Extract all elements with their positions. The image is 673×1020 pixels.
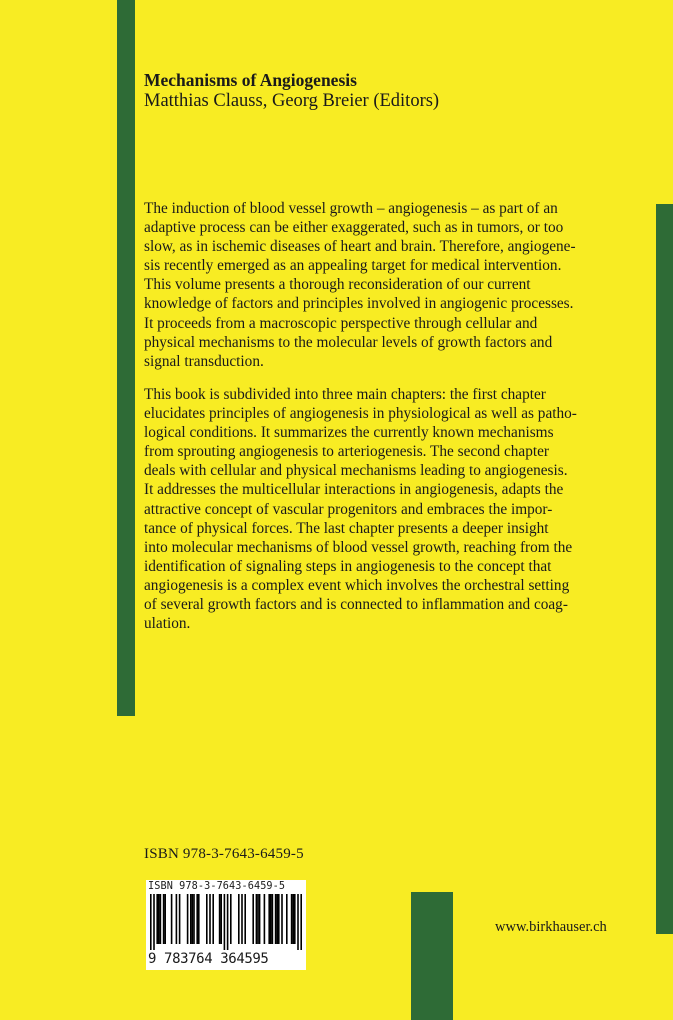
- text-line: physical mechanisms to the molecular levels of growth factors and: [144, 333, 553, 351]
- text-line: attractive concept of vascular progenitors and embraces the impor-: [144, 500, 553, 518]
- barcode-bar: [179, 894, 181, 944]
- text-line: slow, as in ischemic diseases of heart and brain. Therefore, angiogene-: [144, 238, 576, 256]
- barcode-isbn-text: ISBN 978-3-7643-6459-5: [148, 881, 286, 892]
- barcode-bar: [198, 894, 200, 944]
- barcode-bar: [259, 894, 261, 944]
- text-line: The induction of blood vessel growth – angiogenesis – as part of an: [144, 200, 558, 217]
- text-line: ulation.: [144, 615, 191, 633]
- barcode-bar: [275, 894, 277, 944]
- barcode-bar: [300, 894, 302, 950]
- barcode-bar: [224, 894, 226, 950]
- barcode-bar: [292, 894, 294, 944]
- barcode-bar: [276, 894, 278, 944]
- barcode-bar: [278, 894, 280, 944]
- barcode-bar: [294, 894, 296, 944]
- barcode-bar: [256, 894, 258, 944]
- barcode-bar: [163, 894, 165, 944]
- barcode-bar: [187, 894, 189, 944]
- barcode-bar: [150, 894, 152, 950]
- text-line: into molecular mechanisms of blood vessel growth, reaching from the: [144, 538, 573, 556]
- barcode-bar: [219, 894, 221, 944]
- text-line: knowledge of factors and principles involved in angiogenic processes.: [144, 295, 574, 313]
- description-paragraph-2: [144, 385, 632, 633]
- barcode-bar: [241, 894, 243, 944]
- text-line: This book is subdivided into three main chapters: the first chapter: [144, 386, 546, 403]
- barcode-bar: [176, 894, 178, 944]
- barcode-bar: [220, 894, 222, 944]
- text-line: angiogenesis is a complex event which involves the orchestral setting: [144, 576, 570, 594]
- barcode-bar: [227, 894, 229, 950]
- text-line: This volume presents a thorough reconsideration of our current: [144, 276, 531, 294]
- text-line: deals with cellular and physical mechanisms leading to angiogenesis.: [144, 462, 568, 480]
- barcode-bar: [153, 894, 155, 950]
- barcode-bar: [272, 894, 274, 944]
- barcode-bar: [291, 894, 293, 944]
- book-title: Mechanisms of Angiogenesis: [144, 70, 357, 90]
- barcode-bar: [209, 894, 211, 944]
- text-line: adaptive process can be either exaggerated, such as in tumors, or too: [144, 219, 564, 237]
- barcode-bar: [156, 894, 158, 944]
- description-paragraph-1: [144, 199, 632, 371]
- barcode-bar: [230, 894, 232, 944]
- text-line: tance of physical forces. The last chapter presents a deeper insight: [144, 519, 549, 537]
- text-line: sis recently emerged as an appealing target for medical intervention.: [144, 257, 562, 275]
- barcode-bar: [286, 894, 288, 944]
- barcode-digits: 9 783764 364595: [148, 951, 269, 967]
- barcode-bar: [158, 894, 160, 944]
- text-line: of several growth factors and is connected to inflammation and coag-: [144, 596, 568, 614]
- barcode-bar: [171, 894, 173, 944]
- decorative-bar-right: [656, 204, 673, 934]
- barcode-bar: [238, 894, 240, 944]
- barcode-bar: [270, 894, 272, 944]
- barcode-bar: [196, 894, 198, 944]
- barcode-bar: [244, 894, 246, 944]
- barcode-bar: [193, 894, 195, 944]
- publisher-website: www.birkhauser.ch: [495, 919, 607, 935]
- barcode-bar: [206, 894, 208, 944]
- text-line: It proceeds from a macroscopic perspective through cellular and: [144, 314, 538, 332]
- barcode-bar: [297, 894, 299, 950]
- text-line: from sprouting angiogenesis to arteriogenesis. The second chapter: [144, 443, 549, 461]
- text-line: signal transduction.: [144, 352, 264, 370]
- barcode-bar: [164, 894, 166, 944]
- text-line: It addresses the multicellular interactions in angiogenesis, adapts the: [144, 481, 564, 499]
- text-line: identification of signaling steps in angiogenesis to the concept that: [144, 557, 552, 575]
- barcode-bar: [268, 894, 270, 944]
- book-editors: Matthias Clauss, Georg Breier (Editors): [144, 91, 440, 111]
- barcode-bar: [252, 894, 254, 944]
- barcode-bar: [212, 894, 214, 944]
- barcode-bar: [281, 894, 283, 944]
- barcode-bar: [257, 894, 259, 944]
- barcode-bars: [150, 894, 302, 950]
- text-line: logical conditions. It summarizes the currently known mechanisms: [144, 424, 554, 442]
- barcode-bar: [264, 894, 266, 944]
- barcode-bar: [190, 894, 192, 944]
- barcode-bar: [160, 894, 162, 944]
- decorative-bar-left: [117, 0, 135, 716]
- barcode-bar: [192, 894, 194, 944]
- decorative-bar-bottom: [411, 892, 453, 1020]
- text-line: elucidates principles of angiogenesis in physiological as well as patho-: [144, 405, 577, 423]
- isbn-barcode: [146, 880, 306, 970]
- isbn-label: ISBN 978-3-7643-6459-5: [144, 846, 304, 862]
